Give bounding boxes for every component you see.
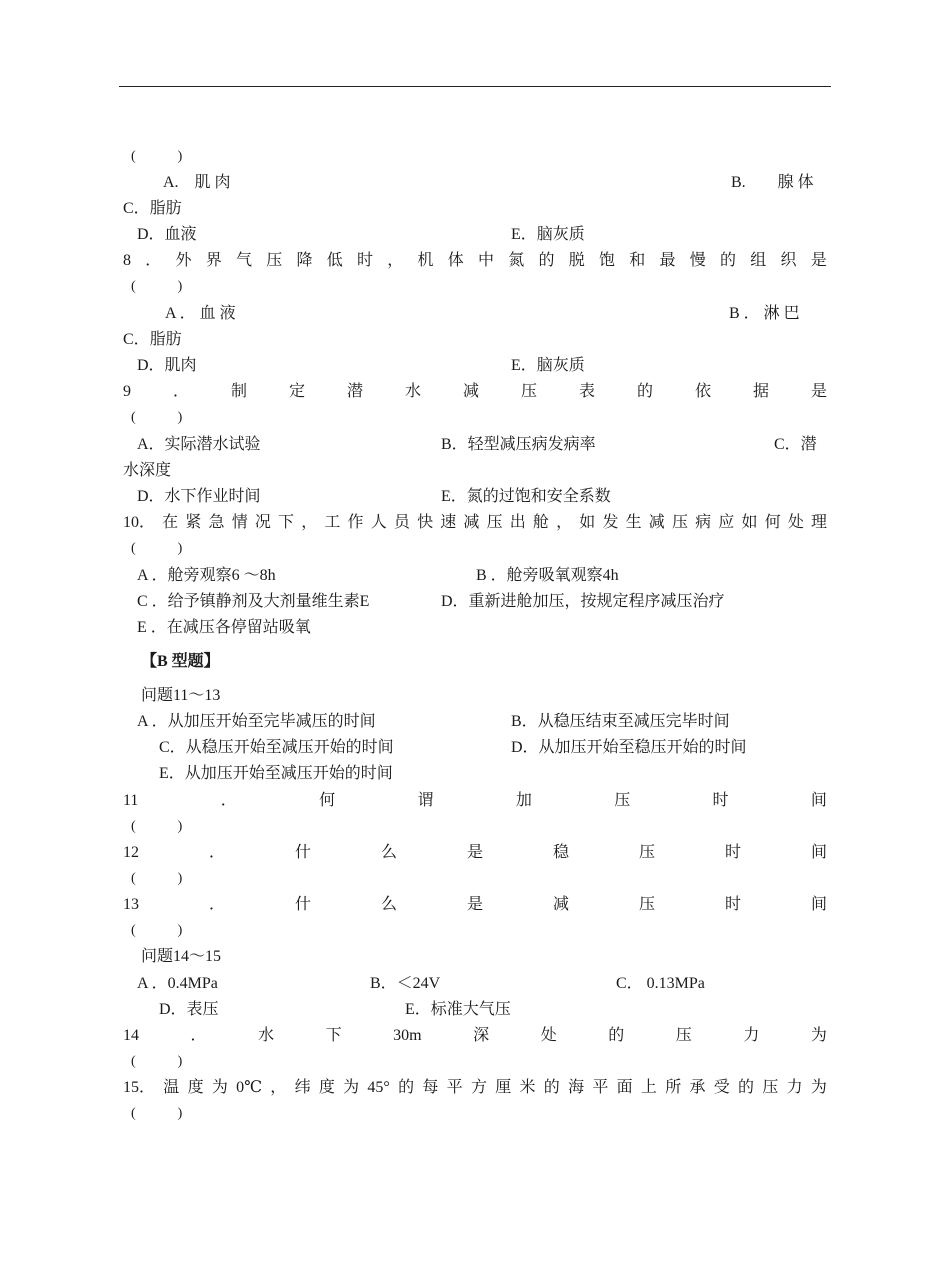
q8-option-d: D．肌肉 — [137, 357, 197, 374]
q8-stem-char: 的 — [719, 252, 736, 269]
q9-stem-char: 是 — [810, 383, 827, 400]
q8-stem-char: 是 — [810, 252, 827, 269]
q10-stem-char: 紧 — [185, 514, 202, 531]
q10-stem-char: 病 — [695, 514, 712, 531]
group2-title: 问题14～15 — [141, 948, 222, 965]
q9-stem-char: 潜 — [346, 383, 363, 400]
q13-stem-char: 间 — [810, 896, 827, 913]
q8-stem-char: 和 — [629, 252, 646, 269]
q8-stem-char: 织 — [780, 252, 797, 269]
q10-stem-char: 减 — [463, 514, 480, 531]
q8-stem-char: 8 — [123, 252, 131, 269]
q15-stem-char: 的 — [738, 1079, 755, 1096]
q8-option-a: A ． 血 液 — [165, 305, 236, 322]
group2-option-b: B．＜24V — [370, 975, 441, 992]
q13-stem-char: 13 — [123, 896, 139, 913]
q15-stem-char: 方 — [470, 1079, 487, 1096]
q8-stem-char: 最 — [659, 252, 676, 269]
q15-stem-char: 为 — [343, 1079, 360, 1096]
q13-stem-char: 时 — [724, 896, 741, 913]
group1-option-e: E．从加压开始至减压开始的时间 — [159, 765, 393, 782]
q9-option-c-start: C．潜 — [774, 436, 817, 453]
q15-stem-char: 纬 — [294, 1079, 311, 1096]
q7-answer-paren: ( ) — [131, 149, 183, 164]
q8-stem-char: 的 — [538, 252, 555, 269]
q9-option-d: D．水下作业时间 — [137, 488, 261, 505]
q8-stem-char: 脱 — [568, 252, 585, 269]
group1-option-b: B．从稳压结束至减压完毕时间 — [511, 713, 730, 730]
q11-answer-paren: ( ) — [131, 819, 183, 834]
q10-stem-char: 人 — [370, 514, 387, 531]
q15-stem-char: 力 — [786, 1079, 803, 1096]
q10-stem-char: ， — [556, 514, 573, 531]
q11-stem-char: ． — [220, 792, 237, 809]
group1-title: 问题11～13 — [141, 687, 221, 704]
q15-stem-char: 45° — [367, 1079, 390, 1096]
q10-stem-char: ， — [301, 514, 318, 531]
q7-option-b: B. 腺 体 — [731, 174, 814, 191]
q12-answer-paren: ( ) — [131, 871, 183, 886]
q10-stem-char: 下 — [278, 514, 295, 531]
q15-stem-char: 面 — [616, 1079, 633, 1096]
q10-stem-char: 应 — [718, 514, 735, 531]
group1-option-a: A ．从加压开始至完毕减压的时间 — [137, 713, 376, 730]
q10-option-b: B ．舱旁吸氧观察4h — [476, 567, 619, 584]
q9-stem-char: 水 — [404, 383, 421, 400]
q14-stem — [123, 1026, 827, 1046]
q15-stem-char: 为 — [810, 1079, 827, 1096]
q14-stem-char: 压 — [675, 1027, 692, 1044]
q9-stem-char: 的 — [636, 383, 653, 400]
q14-answer-paren: ( ) — [131, 1054, 183, 1069]
q13-stem-char: 是 — [466, 896, 483, 913]
q14-stem-char: 力 — [743, 1027, 760, 1044]
q7-option-a: A. 肌 肉 — [163, 174, 231, 191]
q8-stem-char: 外 — [175, 252, 192, 269]
q15-stem-char: 压 — [762, 1079, 779, 1096]
q8-stem-char: 机 — [417, 252, 434, 269]
q12-stem-char: 压 — [638, 844, 655, 861]
q13-stem-char: 什 — [294, 896, 311, 913]
q15-stem-char: 米 — [519, 1079, 536, 1096]
q11-stem — [123, 791, 827, 811]
q10-stem — [123, 513, 827, 533]
q10-stem-char: 生 — [625, 514, 642, 531]
q9-stem-char: 9 — [123, 383, 131, 400]
q12-stem-char: 12 — [123, 844, 139, 861]
q15-stem-char: 每 — [422, 1079, 439, 1096]
q10-option-a: A ．舱旁观察6 ～8h — [137, 567, 276, 584]
group2-option-a: A ．0.4MPa — [137, 975, 218, 992]
q10-stem-char: 况 — [254, 514, 271, 531]
q10-stem-char: 出 — [509, 514, 526, 531]
q10-option-d: D．重新进舱加压，按规定程序减压治疗 — [441, 593, 725, 610]
q13-stem-char: ． — [208, 896, 225, 913]
q7-option-c: C．脂肪 — [123, 200, 182, 217]
q9-stem-char: 减 — [462, 383, 479, 400]
q14-stem-char: 为 — [810, 1027, 827, 1044]
q15-stem-char: 度 — [187, 1079, 204, 1096]
q15-stem-char: 度 — [318, 1079, 335, 1096]
q11-stem-char: 压 — [614, 792, 631, 809]
q8-stem-char: 慢 — [689, 252, 706, 269]
q8-option-e: E．脑灰质 — [511, 357, 585, 374]
q14-stem-char: 14 — [123, 1027, 139, 1044]
q12-stem — [123, 843, 827, 863]
q14-stem-char: 30m — [393, 1027, 422, 1044]
q10-stem-char: 何 — [764, 514, 781, 531]
q15-stem-char: 上 — [640, 1079, 657, 1096]
q10-stem-char: 压 — [671, 514, 688, 531]
q15-stem-char: 为 — [211, 1079, 228, 1096]
q8-stem — [123, 251, 827, 271]
q14-stem-char: 深 — [473, 1027, 490, 1044]
q12-stem-char: ． — [208, 844, 225, 861]
q10-stem-char: 理 — [810, 514, 827, 531]
q7-option-e: E．脑灰质 — [511, 226, 585, 243]
q14-stem-char: 处 — [540, 1027, 557, 1044]
q7-option-d: D．血液 — [137, 226, 197, 243]
q15-answer-paren: ( ) — [131, 1106, 183, 1121]
q8-stem-char: 气 — [235, 252, 252, 269]
q10-stem-char: 在 — [162, 514, 179, 531]
q12-stem-char: 什 — [294, 844, 311, 861]
q8-stem-char: 低 — [326, 252, 343, 269]
q10-stem-char: 如 — [741, 514, 758, 531]
q14-stem-char: ． — [190, 1027, 207, 1044]
q15-stem-char: 海 — [568, 1079, 585, 1096]
q13-stem-char: 么 — [380, 896, 397, 913]
q9-stem-char: 定 — [288, 383, 305, 400]
q8-option-b: B ． 淋 巴 — [729, 305, 800, 322]
q12-stem-char: 稳 — [552, 844, 569, 861]
q12-stem-char: 是 — [466, 844, 483, 861]
q8-option-c: C．脂肪 — [123, 331, 182, 348]
q9-answer-paren: ( ) — [131, 410, 183, 425]
q15-stem-char: 所 — [665, 1079, 682, 1096]
q10-stem-char: 急 — [208, 514, 225, 531]
q15-stem-char: 承 — [689, 1079, 706, 1096]
q15-stem — [123, 1078, 827, 1098]
q10-stem-char: 处 — [787, 514, 804, 531]
q8-stem-char: 组 — [750, 252, 767, 269]
q15-stem-char: 厘 — [495, 1079, 512, 1096]
q8-stem-char: 压 — [266, 252, 283, 269]
q10-stem-char: 情 — [231, 514, 248, 531]
q11-stem-char: 加 — [515, 792, 532, 809]
q15-stem-char: 温 — [163, 1079, 180, 1096]
q10-stem-char: 作 — [347, 514, 364, 531]
q9-stem-char: 制 — [230, 383, 247, 400]
q15-stem-char: 受 — [713, 1079, 730, 1096]
q8-stem-char: 降 — [296, 252, 313, 269]
q8-stem-char: ． — [145, 252, 162, 269]
group2-option-e: E．标准大气压 — [405, 1001, 511, 1018]
q11-stem-char: 谓 — [417, 792, 434, 809]
q10-stem-char: 员 — [393, 514, 410, 531]
q10-answer-paren: ( ) — [131, 541, 183, 556]
q10-stem-char: 工 — [324, 514, 341, 531]
group2-option-c: C． 0.13MPa — [616, 975, 705, 992]
q9-option-a: A．实际潜水试验 — [137, 436, 261, 453]
q9-stem-char: 压 — [520, 383, 537, 400]
q12-stem-char: 么 — [380, 844, 397, 861]
q11-stem-char: 间 — [810, 792, 827, 809]
q8-stem-char: 中 — [477, 252, 494, 269]
q12-stem-char: 间 — [810, 844, 827, 861]
q8-answer-paren: ( ) — [131, 279, 183, 294]
group1-option-d: D．从加压开始至稳压开始的时间 — [511, 739, 747, 756]
q9-stem — [123, 382, 827, 402]
q10-stem-char: 发 — [602, 514, 619, 531]
q10-stem-char: 减 — [648, 514, 665, 531]
q10-option-c: C ．给予镇静剂及大剂量维生素E — [137, 593, 370, 610]
q10-stem-char: 速 — [440, 514, 457, 531]
q11-stem-char: 时 — [712, 792, 729, 809]
q10-option-e: E ．在减压各停留站吸氧 — [137, 619, 311, 636]
q13-stem-char: 减 — [552, 896, 569, 913]
q9-option-c-end: 水深度 — [123, 462, 172, 479]
q9-stem-char: 据 — [752, 383, 769, 400]
q14-stem-char: 水 — [258, 1027, 275, 1044]
q15-stem-char: 的 — [398, 1079, 415, 1096]
q11-stem-char: 11 — [123, 792, 139, 809]
q15-stem-char: 平 — [446, 1079, 463, 1096]
q10-stem-char: 舱 — [532, 514, 549, 531]
q10-stem-char: 快 — [417, 514, 434, 531]
q10-stem-char: 如 — [579, 514, 596, 531]
q15-stem-char: 平 — [592, 1079, 609, 1096]
q13-stem-char: 压 — [638, 896, 655, 913]
q10-stem-char: 压 — [486, 514, 503, 531]
q15-stem-char: ， — [270, 1079, 287, 1096]
q8-stem-char: 饱 — [598, 252, 615, 269]
group2-option-d: D．表压 — [159, 1001, 219, 1018]
q8-stem-char: 时 — [356, 252, 373, 269]
q8-stem-char: 界 — [205, 252, 222, 269]
q14-stem-char: 下 — [325, 1027, 342, 1044]
q12-stem-char: 时 — [724, 844, 741, 861]
q8-stem-char: 体 — [447, 252, 464, 269]
q15-stem-char: 15． — [123, 1079, 156, 1096]
q14-stem-char: 的 — [608, 1027, 625, 1044]
q9-option-e: E．氮的过饱和安全系数 — [441, 488, 611, 505]
q8-stem-char: 氮 — [508, 252, 525, 269]
q9-option-b: B．轻型减压病发病率 — [441, 436, 596, 453]
q11-stem-char: 何 — [319, 792, 336, 809]
section-b-title: 【B 型题】 — [141, 653, 220, 670]
header-rule — [119, 86, 831, 87]
q13-stem — [123, 895, 827, 915]
q8-stem-char: ， — [387, 252, 404, 269]
q9-stem-char: 表 — [578, 383, 595, 400]
q10-stem-char: 10． — [123, 514, 156, 531]
q15-stem-char: 的 — [543, 1079, 560, 1096]
group1-option-c: C．从稳压开始至减压开始的时间 — [159, 739, 394, 756]
q13-answer-paren: ( ) — [131, 923, 183, 938]
q15-stem-char: 0℃ — [236, 1079, 263, 1096]
q9-stem-char: 依 — [694, 383, 711, 400]
q9-stem-char: ． — [172, 383, 189, 400]
